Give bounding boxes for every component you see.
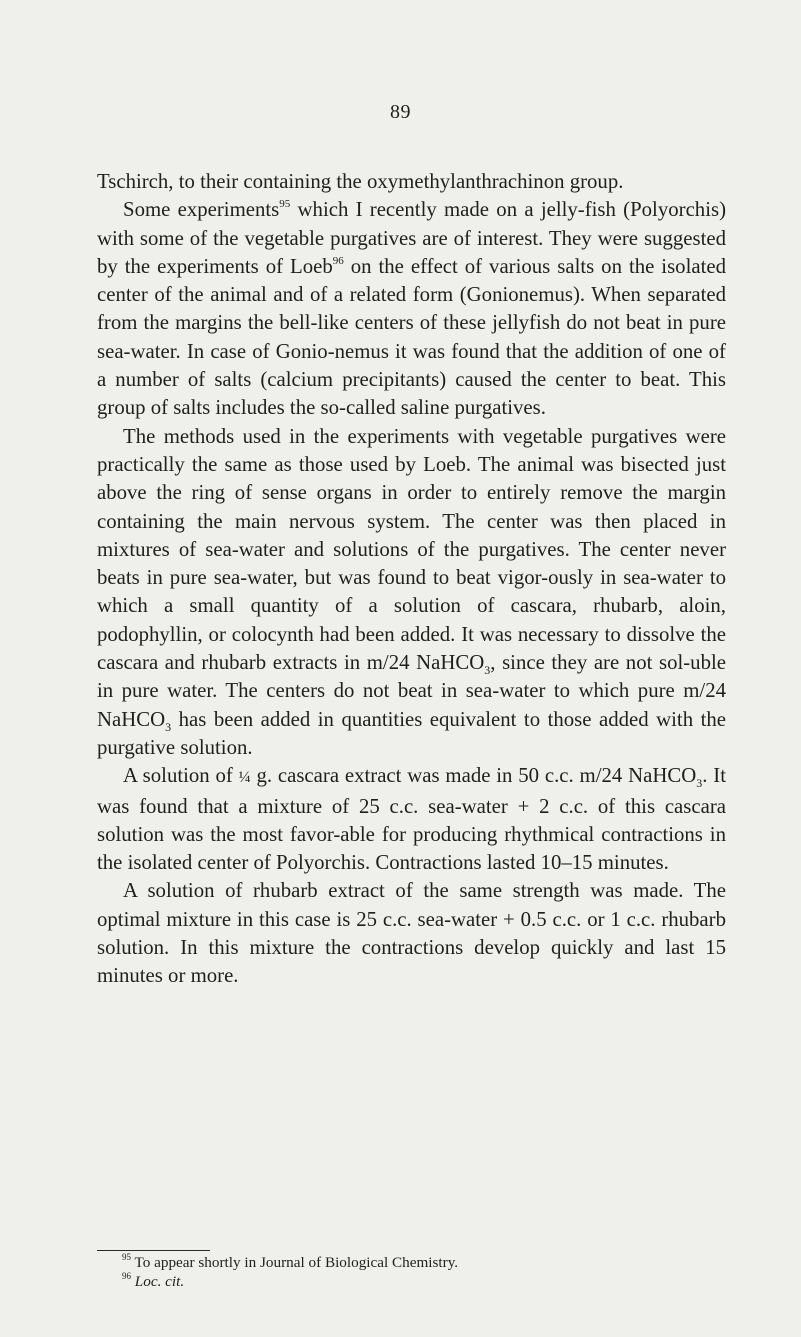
page-number: 89 <box>390 101 411 123</box>
body-text <box>97 168 726 991</box>
footnote-marker-96: 96 <box>122 1270 131 1281</box>
footnote-95-text: To appear shortly in Journal of Biological Chemistry. <box>131 1254 459 1271</box>
paragraph-1-text: Tschirch, to their containing the oxymethylanthrachinon group. <box>97 170 624 193</box>
paragraph-3 <box>97 423 726 763</box>
footnote-96 <box>122 1272 722 1291</box>
fraction-quarter: ¼ <box>238 769 251 787</box>
subscript-3a: 3 <box>484 663 491 678</box>
paragraph-3-part3: has been added in quantities equivalent to those added with the purgative solution. <box>97 707 726 759</box>
paragraph-1 <box>97 168 726 196</box>
paragraph-5-text: A solution of rhubarb extract of the same strength was made. The optimal mixture in this case is 25 c.c. sea-water + 0.5 c.c. or 1 c.c. rhubarb solution. In this mixture the contractions develop quickly and last 15 minutes or more. <box>97 879 726 988</box>
footnote-ref-95: 95 <box>279 198 291 211</box>
paragraph-2-part3: on the effect of various salts on the isolated center of the animal and of a related form (Gonionemus). When separated from the margins the bell-like centers of these jellyfish do not beat in pure sea-water. In case of Gonio-nemus it was found that the addition of one of a number of salts (calcium precipitants) caused the center to beat. This group of salts includes the so-called saline purgatives. <box>97 254 726 420</box>
paragraph-2-part1: Some experiments <box>123 198 280 222</box>
subscript-4a: 3 <box>696 776 703 791</box>
footnote-marker-95: 95 <box>122 1251 131 1262</box>
paragraph-4-part1: A solution of <box>123 764 239 788</box>
paragraph-3-part1: The methods used in the experiments with vegetable purgatives were practically the same as those used by Loeb. The animal was bisected just above the ring of sense organs in order to entirely remove the margin containing the main nervous system. The center was then placed in mixtures of sea-water and solutions of the purgatives. The center never beats in pure sea-water, but was found to beat vigor-ously in sea-water to which a small quantity of a solution of cascara, rhubarb, aloin, podophyllin, or colocynth had been added. It was necessary to dissolve the cascara and rhubarb extracts in m/24 NaHCO <box>97 424 726 675</box>
paragraph-4 <box>97 762 726 877</box>
footnote-95 <box>122 1253 722 1272</box>
paragraph-5 <box>97 877 726 990</box>
paragraph-4-part2: g. cascara extract was made in 50 c.c. m/24 NaHCO <box>250 764 697 788</box>
footnote-ref-96: 96 <box>332 254 344 267</box>
footnote-96-text: Loc. cit. <box>131 1273 185 1290</box>
paragraph-2-part2: which I recently made on a jelly-fish (Polyorchis) with some of the vegetable purgatives are of interest. They were suggested by the experiments of Loeb <box>97 198 726 278</box>
subscript-3b: 3 <box>165 719 172 734</box>
paragraph-3-part2: , since they are not sol-uble in pure water. The centers do not beat in sea-water to which pure m/24 NaHCO <box>97 651 726 731</box>
footnotes <box>122 1253 722 1291</box>
footnote-divider <box>97 1250 210 1251</box>
paragraph-2 <box>97 196 726 422</box>
paragraph-4-part3: . It was found that a mixture of 25 c.c. sea-water + 2 c.c. of this cascara solution was the most favor-able for producing rhythmical contractions in the isolated center of Polyorchis. Contractions lasted 10–15 minutes. <box>97 764 726 875</box>
